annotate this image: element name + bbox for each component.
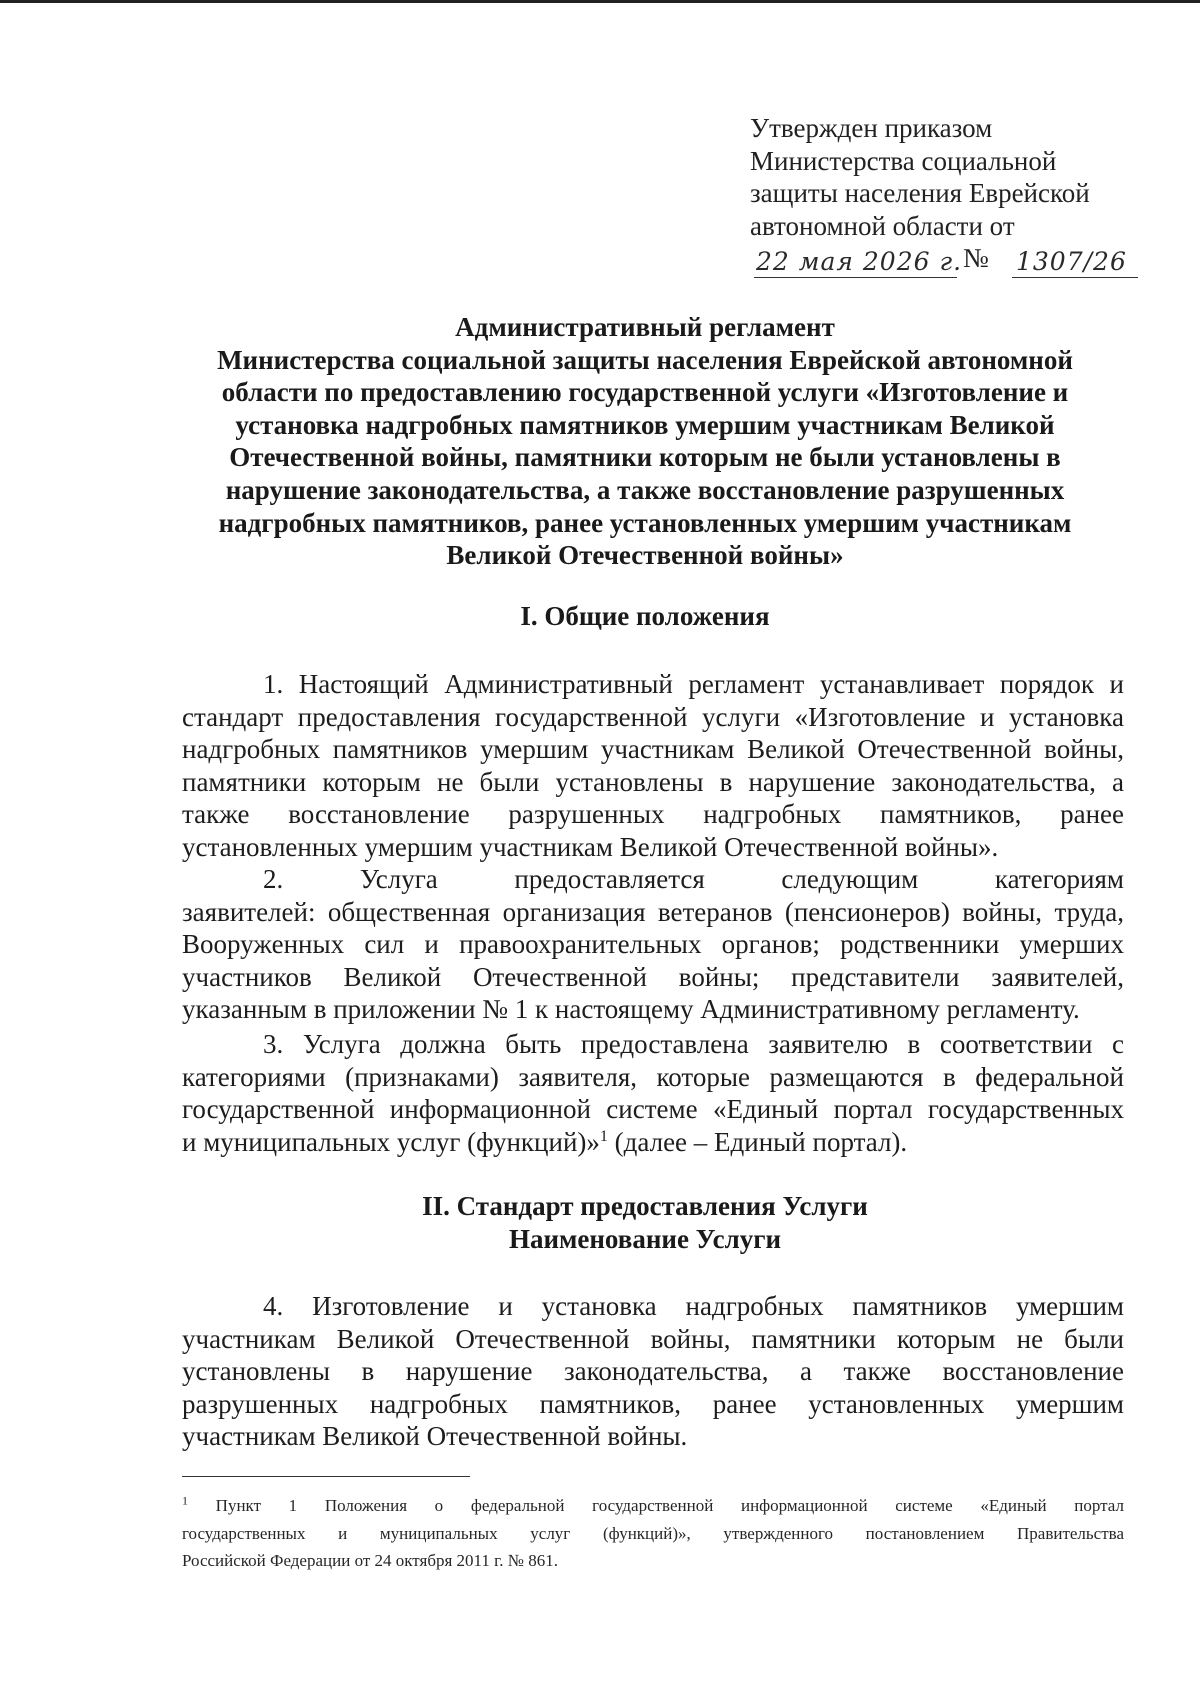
- paragraph-2: [182, 863, 1124, 1026]
- paragraph-line: участников Великой Отечественной войны; представители заявителей,: [182, 961, 1124, 992]
- title-line: Великой Отечественной войны»: [446, 540, 844, 571]
- title-line: нарушение законодательства, а также восстановление разрушенных: [225, 474, 1065, 505]
- paragraph-line: Вооруженных сил и правоохранительных органов; родственники умерших: [182, 929, 1124, 960]
- footnote-line-text: Пункт 1 Положения о федеральной государственной информационной системе «Единый портал: [188, 1496, 1124, 1515]
- paragraph-line-tail: (далее – Единый портал).: [607, 1126, 908, 1157]
- paragraph-4: [182, 1290, 1124, 1453]
- paragraph-line: 4. Изготовление и установка надгробных памятников умершим: [263, 1291, 1124, 1321]
- number-underline: [1012, 277, 1138, 278]
- paragraph-line: указанным в приложении № 1 к настоящему Административному регламенту.: [182, 994, 1080, 1025]
- heading-line: I. Общие положения: [520, 601, 770, 631]
- date-underline: [754, 277, 957, 278]
- paragraph-line: надгробных памятников умершим участникам Великой Отечественной войны,: [182, 734, 1124, 765]
- paragraph-line: установленных умершим участникам Великой Отечественной войны».: [182, 831, 999, 862]
- footnote-marker: 1: [182, 1493, 188, 1508]
- approval-line: Утвержден приказом: [750, 113, 993, 143]
- paragraph-line: категориями (признаками) заявителя, которые размещаются в федеральной: [182, 1061, 1124, 1092]
- paragraph-line: стандарт предоставления государственной услуги «Изготовление и установка: [182, 701, 1124, 732]
- title-line: Министерства социальной защиты населения Еврейской автономной: [217, 344, 1073, 375]
- approval-line: автономной области от: [750, 210, 1015, 241]
- paragraph-line: участникам Великой Отечественной войны.: [182, 1421, 688, 1452]
- handwritten-date: 22 мая 2026 г.: [756, 247, 963, 276]
- title-line: области по предоставлению государственной услуги «Изготовление и: [221, 377, 1069, 408]
- document-title: [160, 311, 1130, 572]
- paragraph-line: памятники которым не были установлены в нарушение законодательства, а: [182, 766, 1124, 797]
- footnote-line: Российской Федерации от 24 октября 2011 г. № 861.: [182, 1551, 558, 1570]
- heading-line: Наименование Услуги: [508, 1224, 782, 1254]
- paragraph-3: [182, 1028, 1124, 1158]
- approval-date-number: [750, 242, 1170, 282]
- handwritten-number: 1307/26: [1016, 247, 1127, 276]
- section-heading-general: [160, 600, 1130, 633]
- paragraph-line: разрушенных надгробных памятников, ранее установленных умершим: [182, 1388, 1124, 1419]
- footnote-line: государственных и муниципальных услуг (функций)», утвержденного постановлением Правительства: [182, 1523, 1124, 1543]
- paragraph-line: участникам Великой Отечественной войны, памятники которым не были: [182, 1323, 1124, 1354]
- scan-top-edge: [0, 0, 1200, 3]
- title-line: Отечественной войны, памятники которым не были установлены в: [229, 442, 1061, 473]
- section-heading-standard: [160, 1190, 1130, 1256]
- footnote-separator: [182, 1476, 470, 1477]
- paragraph-line: также восстановление разрушенных надгробных памятников, ранее: [182, 799, 1124, 830]
- paragraph-line-text: и муниципальных услуг (функций)»: [182, 1126, 600, 1157]
- paragraph-line: [182, 1126, 1124, 1159]
- approval-line: Министерства социальной: [750, 145, 1057, 176]
- number-sign: №: [963, 243, 989, 273]
- footnote: [182, 1492, 1124, 1575]
- footnote-reference[interactable]: 1: [599, 1127, 608, 1145]
- paragraph-1: [182, 668, 1124, 864]
- title-line: установка надгробных памятников умершим участникам Великой: [235, 409, 1055, 440]
- paragraph-line: 1. Настоящий Административный регламент устанавливает порядок и: [263, 669, 1124, 699]
- heading-line: II. Стандарт предоставления Услуги: [422, 1191, 868, 1221]
- title-line: Административный регламент: [455, 312, 835, 342]
- approval-stamp-block: [750, 112, 1170, 282]
- title-line: надгробных памятников, ранее установленных умершим участникам: [218, 507, 1072, 538]
- approval-line: защиты населения Еврейской: [750, 178, 1090, 208]
- paragraph-line: 2. Услуга предоставляется следующим категориям: [263, 864, 1124, 894]
- paragraph-line: 3. Услуга должна быть предоставлена заявителю в соответствии с: [263, 1029, 1124, 1059]
- paragraph-line: заявителей: общественная организация ветеранов (пенсионеров) войны, труда,: [182, 896, 1124, 927]
- paragraph-line: установлены в нарушение законодательства, а также восстановление: [182, 1356, 1124, 1387]
- footnote-line: [182, 1492, 1124, 1520]
- paragraph-line: государственной информационной системе «Единый портал государственных: [182, 1094, 1124, 1125]
